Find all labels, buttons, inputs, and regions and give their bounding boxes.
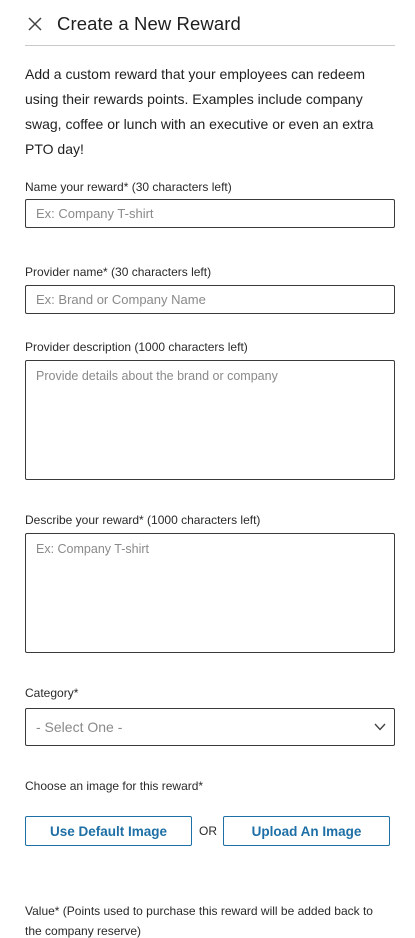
page-title: Create a New Reward [57,13,241,34]
provider-name-input[interactable] [25,285,395,314]
category-select[interactable] [25,708,395,746]
chevron-down-icon [374,723,386,731]
intro-text: Add a custom reward that your employees can redeem using their rewards points. Examples include company swag, coffee or lunch with an executive or even an extra PTO day! [25,66,374,157]
reward-description-textarea[interactable] [25,533,395,653]
reward-name-label: Name your reward* (30 characters left) [25,180,232,194]
category-selected-value: - Select One - [36,719,123,735]
reward-name-input[interactable] [25,199,395,228]
category-label: Category* [25,686,79,700]
provider-description-textarea[interactable] [25,360,395,480]
use-default-image-button[interactable]: Use Default Image [25,816,192,846]
provider-description-label: Provider description (1000 characters left) [25,340,248,354]
image-label: Choose an image for this reward* [25,779,204,793]
upload-image-button[interactable]: Upload An Image [223,816,390,846]
provider-name-label: Provider name* (30 characters left) [25,265,212,279]
modal-header [25,8,395,46]
value-label: Value* (Points used to purchase this reward will be added back to the company reserve) [25,904,373,938]
close-icon[interactable] [27,16,43,32]
or-separator: OR [199,824,217,838]
reward-description-label: Describe your reward* (1000 characters left) [25,513,261,527]
